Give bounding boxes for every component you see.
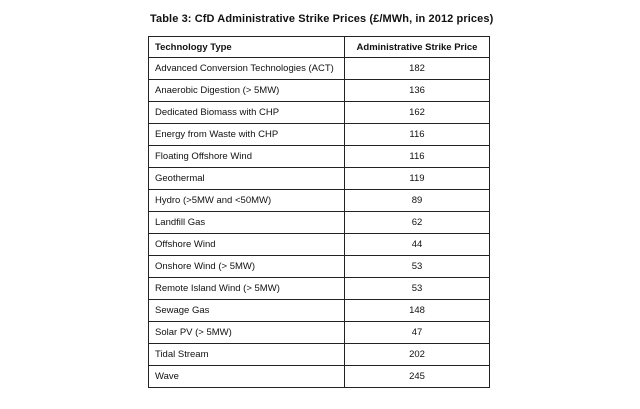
table-row [149,300,490,322]
price-cell: 62 [345,212,490,234]
column-header-technology: Technology Type [149,37,345,58]
strike-price-table [148,36,490,388]
technology-cell: Advanced Conversion Technologies (ACT) [149,58,345,80]
technology-cell: Hydro (>5MW and <50MW) [149,190,345,212]
price-cell: 202 [345,344,490,366]
table-row [149,366,490,388]
technology-cell: Landfill Gas [149,212,345,234]
table-row [149,168,490,190]
price-cell: 47 [345,322,490,344]
technology-cell: Anaerobic Digestion (> 5MW) [149,80,345,102]
table-row [149,344,490,366]
table-row [149,212,490,234]
technology-cell: Floating Offshore Wind [149,146,345,168]
table-row [149,234,490,256]
table-row [149,256,490,278]
table-row [149,58,490,80]
table-caption: Table 3: CfD Administrative Strike Prices (£/MWh, in 2012 prices) [150,13,494,25]
price-cell: 245 [345,366,490,388]
technology-cell: Remote Island Wind (> 5MW) [149,278,345,300]
price-cell: 116 [345,124,490,146]
price-cell: 44 [345,234,490,256]
price-cell: 182 [345,58,490,80]
technology-cell: Sewage Gas [149,300,345,322]
technology-cell: Tidal Stream [149,344,345,366]
price-cell: 162 [345,102,490,124]
price-cell: 136 [345,80,490,102]
table-row [149,322,490,344]
technology-cell: Energy from Waste with CHP [149,124,345,146]
table-row [149,190,490,212]
table-row [149,80,490,102]
price-cell: 53 [345,278,490,300]
price-cell: 148 [345,300,490,322]
technology-cell: Geothermal [149,168,345,190]
technology-cell: Dedicated Biomass with CHP [149,102,345,124]
price-cell: 119 [345,168,490,190]
price-cell: 53 [345,256,490,278]
price-cell: 89 [345,190,490,212]
technology-cell: Solar PV (> 5MW) [149,322,345,344]
technology-cell: Wave [149,366,345,388]
column-header-price: Administrative Strike Price [345,37,490,58]
table-row [149,102,490,124]
table-row [149,278,490,300]
table-row [149,124,490,146]
table-row [149,146,490,168]
price-cell: 116 [345,146,490,168]
technology-cell: Onshore Wind (> 5MW) [149,256,345,278]
technology-cell: Offshore Wind [149,234,345,256]
table-header-row [149,37,490,58]
